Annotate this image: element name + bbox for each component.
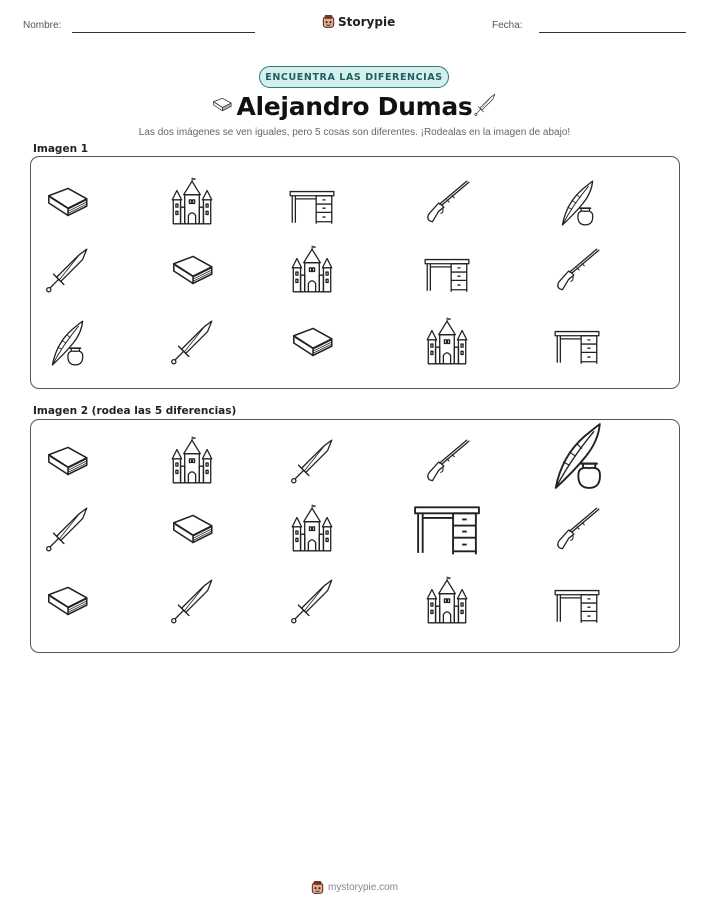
sword-icon: [286, 576, 338, 628]
name-line[interactable]: [72, 32, 255, 33]
grid-cell[interactable]: [166, 436, 218, 488]
footer: [0, 880, 709, 895]
grid-cell[interactable]: [551, 576, 603, 628]
sword-icon: [41, 504, 93, 556]
grid-cell[interactable]: [421, 436, 473, 488]
musket-icon: [551, 245, 603, 297]
grid-cell[interactable]: [551, 504, 603, 556]
grid-cell: [286, 317, 338, 369]
brand-logo: [322, 14, 395, 29]
book-icon: [41, 576, 93, 628]
grid-cell: [286, 245, 338, 297]
grid-cell: [551, 245, 603, 297]
castle-icon: [166, 436, 218, 488]
desk-icon: [551, 576, 603, 628]
grid-cell[interactable]: [166, 576, 218, 628]
musket-icon: [421, 436, 473, 488]
castle-icon: [421, 576, 473, 628]
image1-panel: [30, 156, 680, 389]
grid-cell[interactable]: [286, 504, 338, 556]
grid-cell[interactable]: [166, 504, 218, 556]
image2-panel[interactable]: [30, 419, 680, 653]
desk-icon: [551, 317, 603, 369]
castle-icon: [286, 504, 338, 556]
storypie-mascot-icon: [311, 880, 324, 895]
desk-icon: [409, 486, 485, 562]
book-icon: [286, 317, 338, 369]
grid-cell[interactable]: [286, 576, 338, 628]
brand-name: Storypie: [338, 14, 396, 29]
grid-cell[interactable]: [409, 486, 485, 562]
image2-label: Imagen 2 (rodea las 5 diferencias): [33, 405, 237, 417]
book-icon: [166, 504, 218, 556]
quill-inkwell-icon: [41, 317, 93, 369]
quill-inkwell-icon: [551, 177, 603, 229]
grid-cell: [551, 317, 603, 369]
musket-icon: [551, 504, 603, 556]
grid-cell[interactable]: [41, 576, 93, 628]
grid-cell: [41, 177, 93, 229]
grid-cell: [166, 317, 218, 369]
footer-url: mystorypie.com: [327, 882, 398, 893]
grid-cell: [166, 177, 218, 229]
grid-cell: [421, 177, 473, 229]
date-label: Fecha:: [492, 20, 523, 31]
book-icon: [41, 177, 93, 229]
book-icon: [41, 436, 93, 488]
instructions: Las dos imágenes se ven iguales, pero 5 cosas son diferentes. ¡Rodealas en la imagen de abajo!: [138, 127, 571, 138]
grid-cell[interactable]: [539, 418, 615, 494]
musket-icon: [421, 177, 473, 229]
castle-icon: [421, 317, 473, 369]
date-line[interactable]: [539, 32, 686, 33]
grid-cell: [41, 317, 93, 369]
grid-cell[interactable]: [421, 576, 473, 628]
desk-icon: [421, 245, 473, 297]
grid-cell: [166, 245, 218, 297]
book-icon: [166, 245, 218, 297]
grid-cell[interactable]: [286, 436, 338, 488]
image1-label: Imagen 1: [33, 143, 89, 155]
grid-cell[interactable]: [41, 436, 93, 488]
sword-icon: [286, 436, 338, 488]
desk-icon: [286, 177, 338, 229]
sword-icon: [472, 92, 498, 118]
quill-inkwell-icon: [539, 418, 615, 494]
grid-cell: [421, 245, 473, 297]
storypie-mascot-icon: [322, 14, 335, 29]
sword-icon: [166, 576, 218, 628]
name-label: Nombre:: [23, 20, 62, 31]
grid-cell: [421, 317, 473, 369]
grid-cell: [286, 177, 338, 229]
sword-icon: [41, 245, 93, 297]
activity-badge: ENCUENTRA LAS DIFERENCIAS: [259, 66, 449, 88]
grid-cell[interactable]: [41, 504, 93, 556]
page-title: Alejandro Dumas: [236, 92, 473, 121]
grid-cell: [551, 177, 603, 229]
castle-icon: [286, 245, 338, 297]
castle-icon: [166, 177, 218, 229]
grid-cell: [41, 245, 93, 297]
sword-icon: [166, 317, 218, 369]
